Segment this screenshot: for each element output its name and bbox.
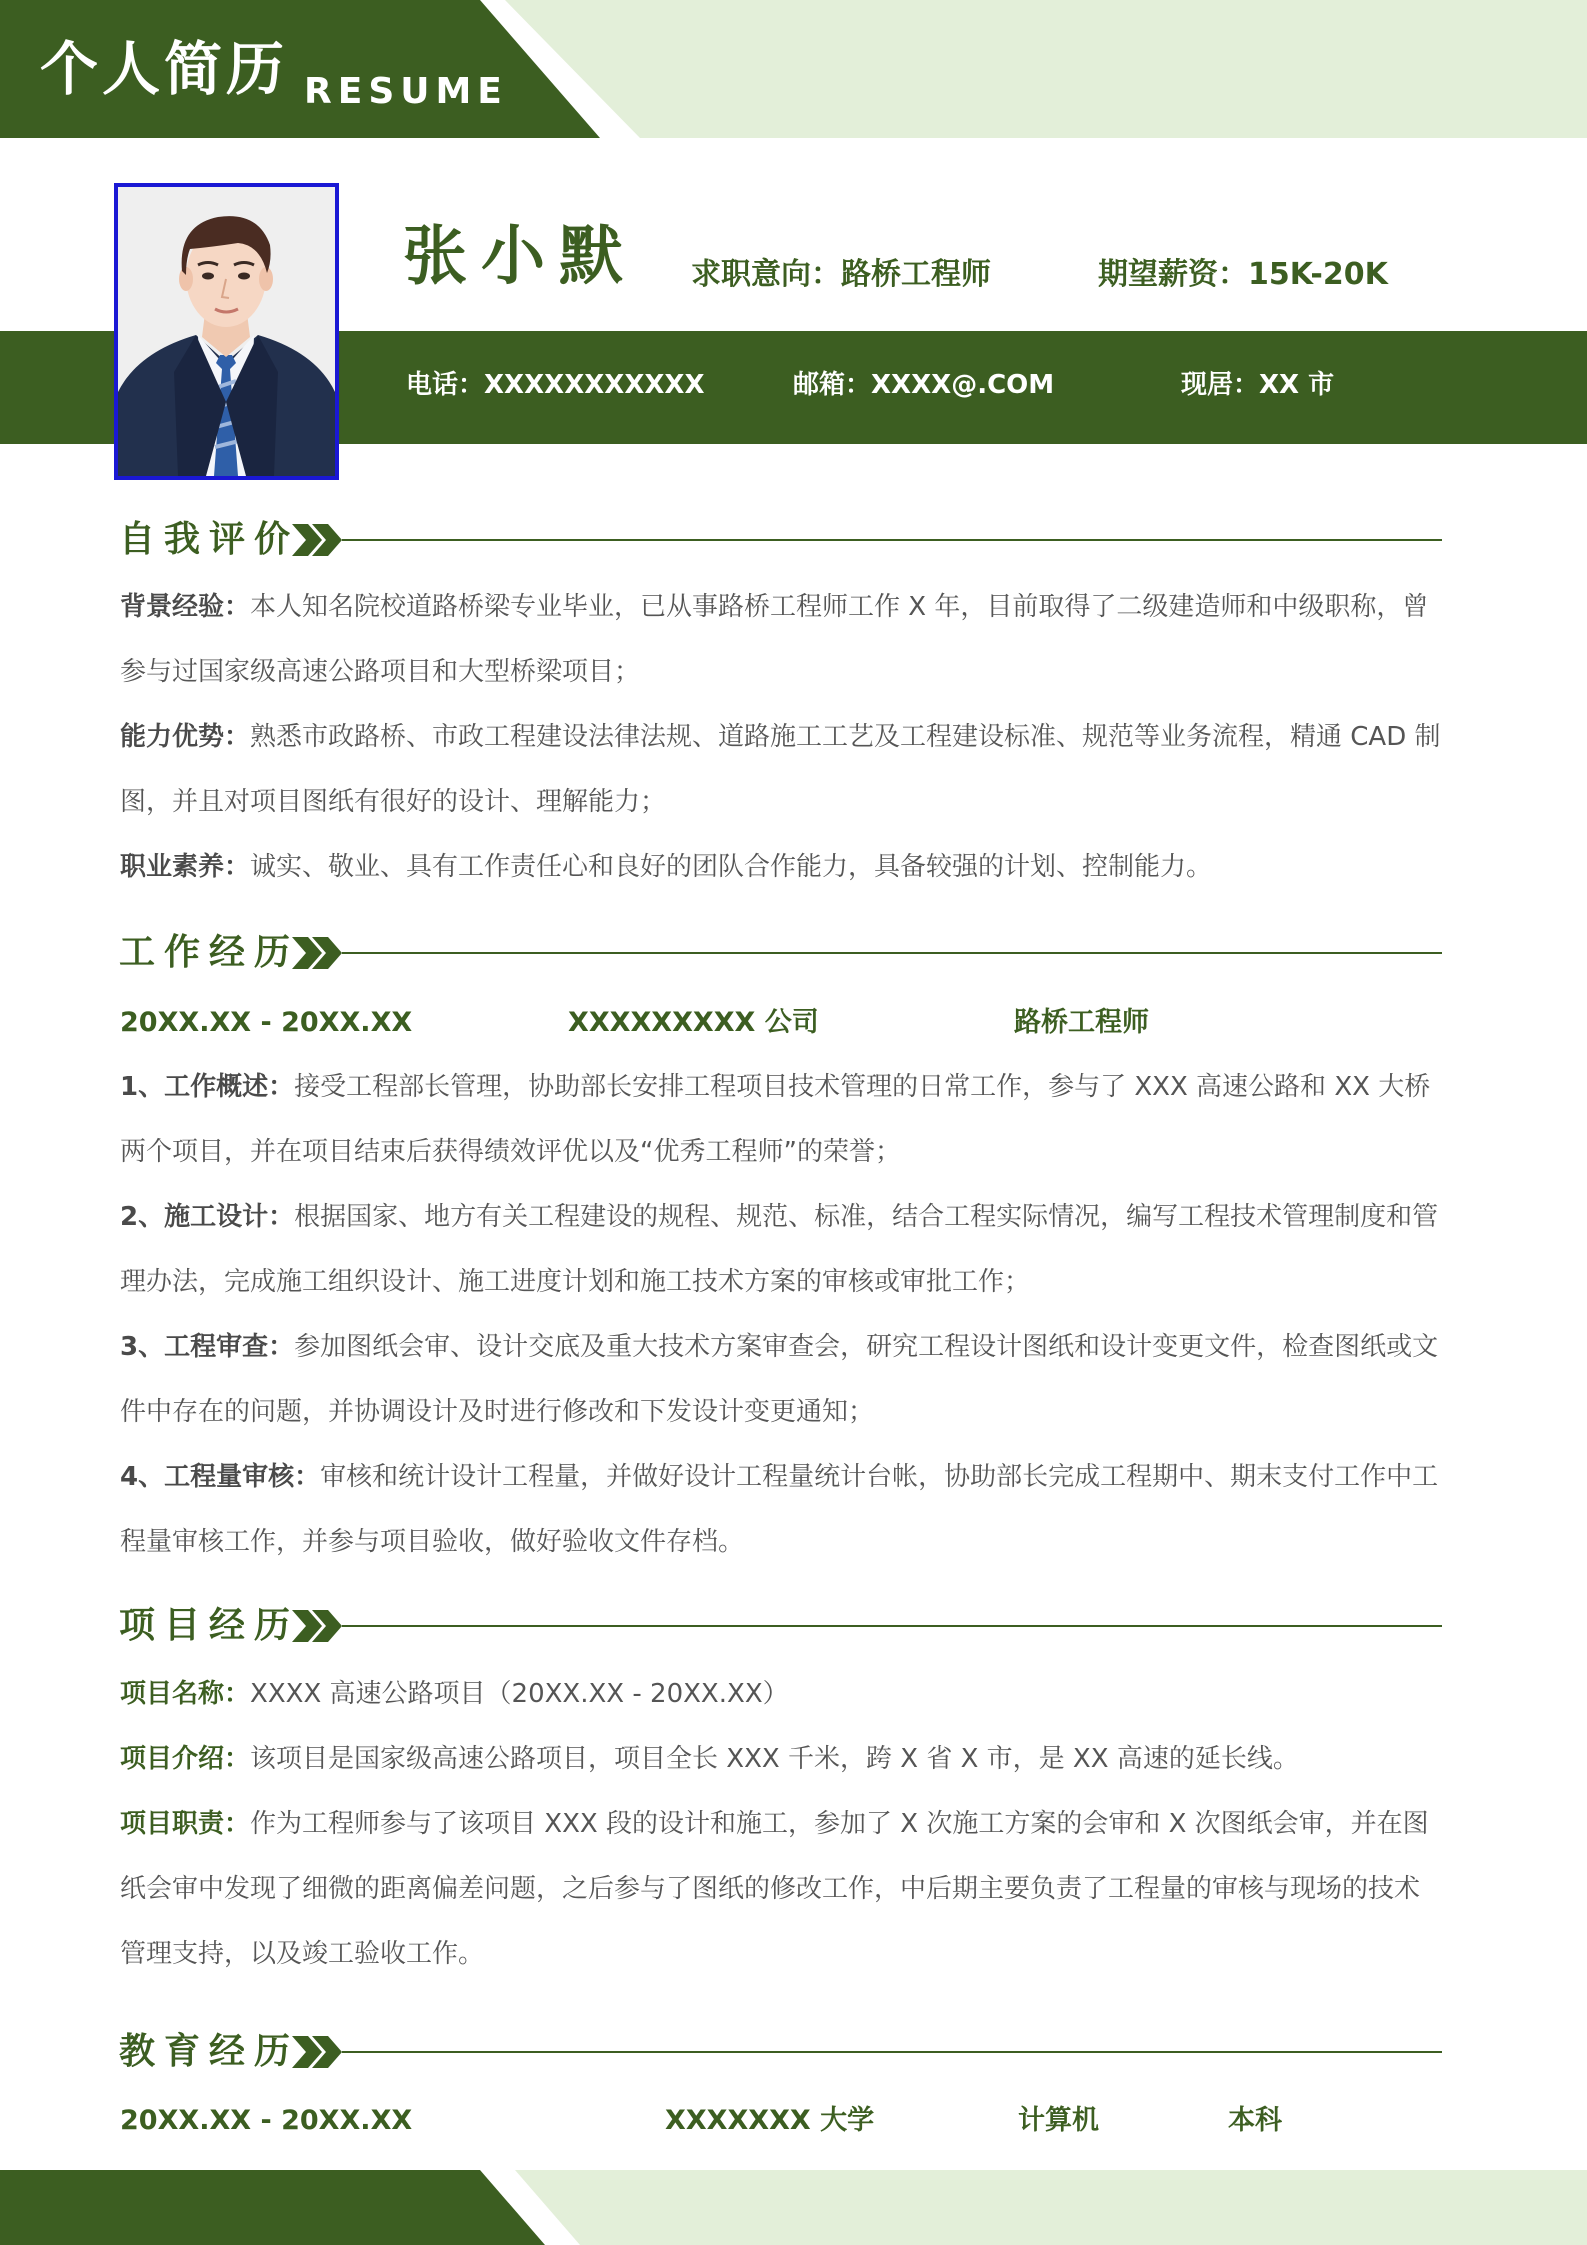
item-label: 项目名称： bbox=[120, 1679, 251, 1709]
expected-salary bbox=[1098, 257, 1388, 292]
item-label: 项目介绍： bbox=[120, 1744, 251, 1774]
education-major: 计算机 bbox=[1018, 2105, 1099, 2136]
job-intent bbox=[691, 257, 991, 292]
location-label: 现居： bbox=[1181, 370, 1260, 400]
candidate-name: 张小默 bbox=[403, 220, 637, 294]
item-text: 作为工程师参与了该项目 XXX 段的设计和施工，参加了 X 次施工方案的会审和 X 次图纸会审，并在图纸会审中发现了细微的距离偏差问题，之后参与了图纸的修改工作，中后期主要负责了工程量的审核与现场的技术管理支持，以及竣工验收工作。 bbox=[120, 1809, 1429, 1969]
phone-label: 电话： bbox=[406, 370, 485, 400]
item-label: 2、施工设计： bbox=[120, 1202, 295, 1232]
work-company: XXXXXXXXX 公司 bbox=[568, 1007, 819, 1038]
work-item-review bbox=[120, 1315, 1445, 1445]
job-intent-label: 求职意向： bbox=[691, 257, 841, 292]
section-divider bbox=[342, 952, 1442, 954]
work-item-overview bbox=[120, 1055, 1445, 1185]
salary-label: 期望薪资： bbox=[1098, 257, 1248, 292]
profile-photo bbox=[114, 183, 339, 480]
section-title-self-eval: 自我评价 bbox=[119, 519, 300, 560]
item-label: 1、工作概述： bbox=[120, 1072, 295, 1102]
chevron-double-right-icon bbox=[290, 935, 346, 971]
item-label: 3、工程审查： bbox=[120, 1332, 295, 1362]
item-text: 参加图纸会审、设计交底及重大技术方案审查会，研究工程设计图纸和设计变更文件，检查图纸或文件中存在的问题，并协调设计及时进行修改和下发设计变更通知； bbox=[120, 1332, 1439, 1427]
location-value: XX 市 bbox=[1259, 370, 1335, 400]
item-text: 该项目是国家级高速公路项目，项目全长 XXX 千米，跨 X 省 X 市，是 XX 高速的延长线。 bbox=[250, 1744, 1299, 1774]
location bbox=[1181, 372, 1334, 398]
email bbox=[793, 372, 1054, 398]
item-label: 背景经验： bbox=[120, 592, 251, 622]
project-intro bbox=[120, 1727, 1445, 1792]
item-label: 项目职责： bbox=[120, 1809, 251, 1839]
self-eval-professionalism bbox=[120, 835, 1445, 900]
section-title-work: 工作经历 bbox=[119, 932, 300, 973]
item-text: 诚实、敬业、具有工作责任心和良好的团队合作能力，具备较强的计划、控制能力。 bbox=[250, 852, 1213, 882]
education-school: XXXXXXX 大学 bbox=[665, 2105, 875, 2136]
education-period: 20XX.XX - 20XX.XX bbox=[120, 2105, 413, 2136]
section-title-education: 教育经历 bbox=[119, 2031, 300, 2072]
item-text: 本人知名院校道路桥梁专业毕业，已从事路桥工程师工作 X 年，目前取得了二级建造师和中级职称，曾参与过国家级高速公路项目和大型桥梁项目； bbox=[120, 592, 1429, 687]
work-item-design bbox=[120, 1185, 1445, 1315]
work-item-quantity bbox=[120, 1445, 1445, 1575]
item-label: 职业素养： bbox=[120, 852, 251, 882]
chevron-double-right-icon bbox=[290, 1608, 346, 1644]
section-divider bbox=[342, 1625, 1442, 1627]
chevron-double-right-icon bbox=[290, 2034, 346, 2070]
item-text: 熟悉市政路桥、市政工程建设法律法规、道路施工工艺及工程建设标准、规范等业务流程，精通 CAD 制图，并且对项目图纸有很好的设计、理解能力； bbox=[120, 722, 1441, 817]
footer-dark-band bbox=[0, 2170, 545, 2245]
email-value: XXXX@.COM bbox=[871, 370, 1055, 400]
work-role: 路桥工程师 bbox=[1014, 1007, 1149, 1038]
education-degree: 本科 bbox=[1228, 2105, 1282, 2136]
avatar-illustration bbox=[118, 187, 335, 476]
item-label: 4、工程量审核： bbox=[120, 1462, 321, 1492]
self-eval-strengths bbox=[120, 705, 1445, 835]
email-label: 邮箱： bbox=[793, 370, 872, 400]
salary-value: 15K-20K bbox=[1248, 257, 1388, 292]
item-label: 能力优势： bbox=[120, 722, 251, 752]
item-text: 审核和统计设计工程量，并做好设计工程量统计台帐，协助部长完成工程期中、期末支付工作中工程量审核工作，并参与项目验收，做好验收文件存档。 bbox=[120, 1462, 1439, 1557]
phone-value: XXXXXXXXXXX bbox=[484, 370, 705, 400]
project-name bbox=[120, 1662, 1445, 1727]
phone bbox=[406, 372, 705, 398]
section-divider bbox=[342, 539, 1442, 541]
item-text: 根据国家、地方有关工程建设的规程、规范、标准，结合工程实际情况，编写工程技术管理制度和管理办法，完成施工组织设计、施工进度计划和施工技术方案的审核或审批工作； bbox=[120, 1202, 1439, 1297]
project-duties bbox=[120, 1792, 1445, 1987]
resume-title: 个人简历 bbox=[40, 35, 289, 103]
item-text: 接受工程部长管理，协助部长安排工程项目技术管理的日常工作，参与了 XXX 高速公路和 XX 大桥两个项目，并在项目结束后获得绩效评优以及“优秀工程师”的荣誉； bbox=[120, 1072, 1431, 1167]
item-text: XXXX 高速公路项目（20XX.XX - 20XX.XX） bbox=[250, 1679, 789, 1709]
job-intent-value: 路桥工程师 bbox=[841, 257, 991, 292]
self-eval-background bbox=[120, 575, 1445, 705]
section-title-project: 项目经历 bbox=[119, 1605, 300, 1646]
work-period: 20XX.XX - 20XX.XX bbox=[120, 1007, 413, 1038]
chevron-double-right-icon bbox=[290, 522, 346, 558]
section-divider bbox=[342, 2051, 1442, 2053]
resume-title-en: RESUME bbox=[304, 71, 508, 112]
